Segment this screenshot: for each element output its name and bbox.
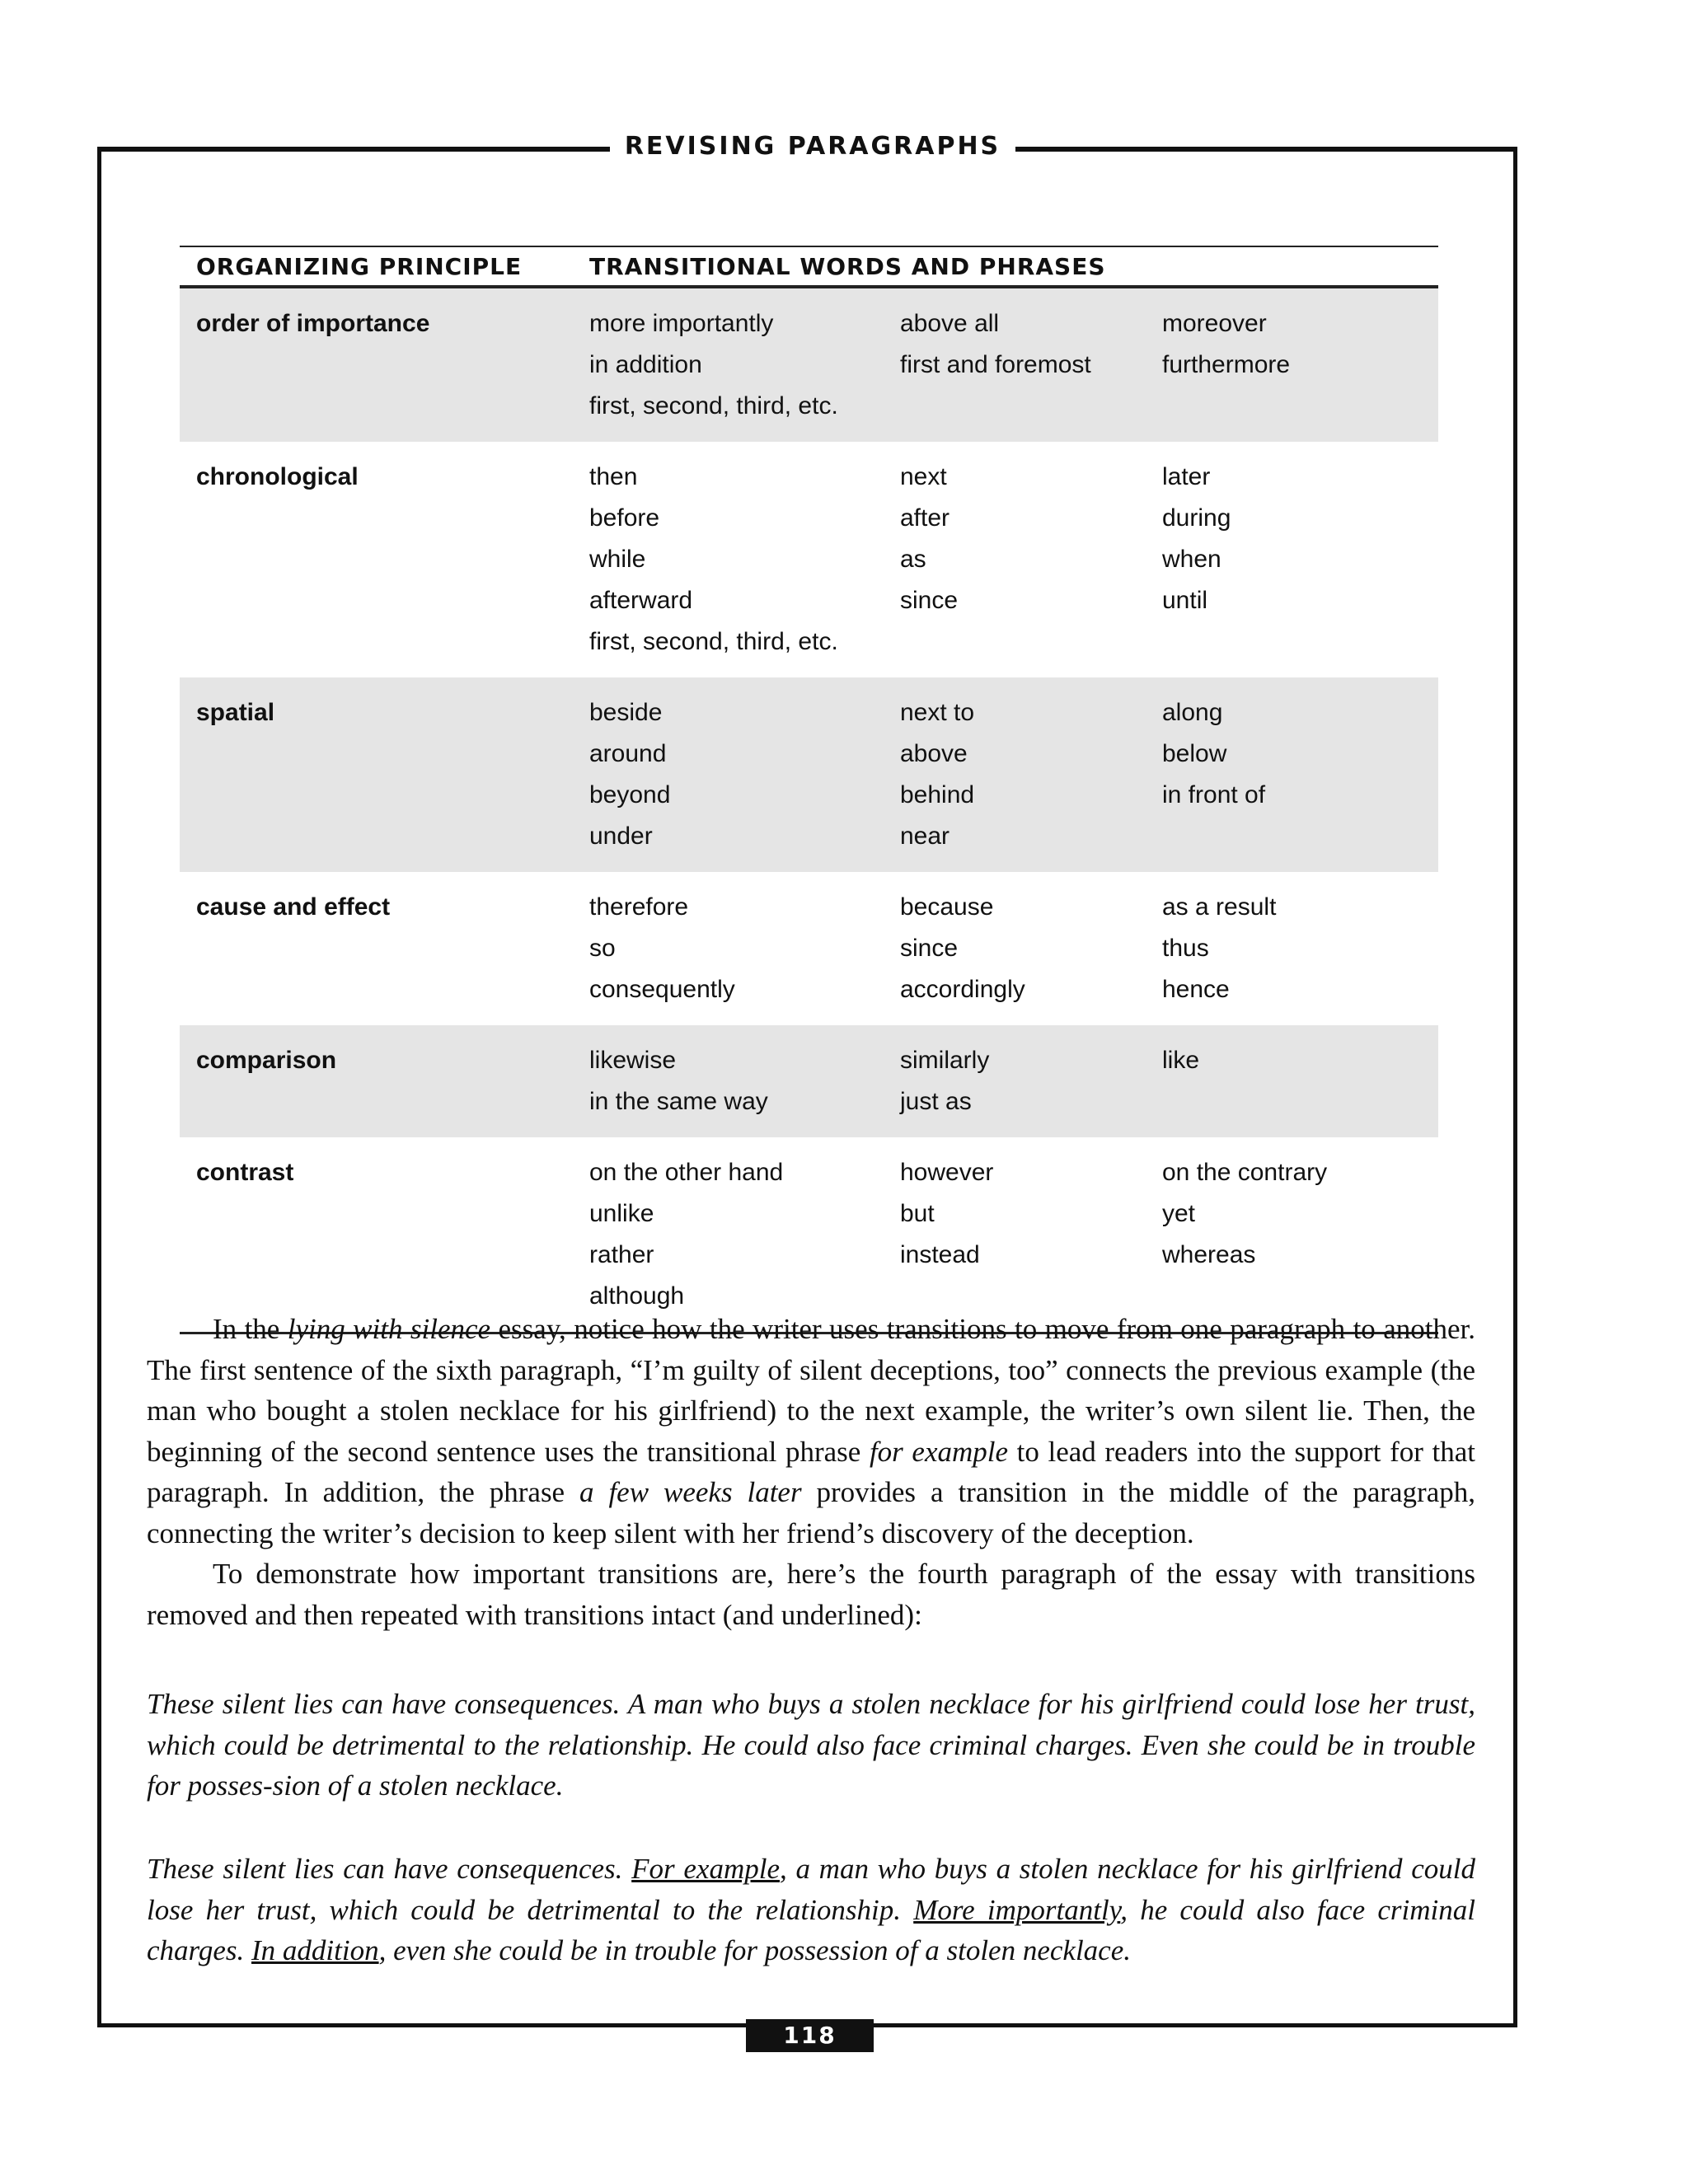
italic-title: lying with silence xyxy=(287,1313,491,1345)
row-words xyxy=(589,457,1438,663)
text-span: , even she could be in trouble for possession of a stolen necklace. xyxy=(378,1934,1131,1966)
transition-word: so xyxy=(589,935,616,962)
transition-word xyxy=(1162,621,1438,663)
paragraph-1 xyxy=(147,1309,1475,1554)
underlined-transition: For example xyxy=(631,1853,780,1885)
row-label: cause and effect xyxy=(196,893,391,921)
transition-word xyxy=(1162,816,1438,857)
page-number: 118 xyxy=(746,2019,874,2052)
transition-word: unlike xyxy=(589,1200,654,1227)
transition-word: since xyxy=(900,587,959,614)
row-words xyxy=(589,1040,1438,1122)
transition-word: while xyxy=(589,546,646,573)
transition-word: as xyxy=(900,546,926,573)
header-rule-right xyxy=(1015,147,1517,152)
transition-word: near xyxy=(900,823,950,850)
body-text xyxy=(147,1309,1475,1635)
example-without-transitions: These silent lies can have consequences. A man who buys a stolen necklace for his girlfriend could lose her trust, which could be detrimental to the relationship. He could also face criminal charges. Even she could be in trouble for posses-sion of a stolen necklace. xyxy=(147,1688,1475,1802)
transition-word: when xyxy=(1162,546,1221,573)
transition-word: around xyxy=(589,740,667,767)
table-body xyxy=(180,288,1438,1332)
transition-word: furthermore xyxy=(1162,351,1291,378)
transition-word xyxy=(1162,386,1438,427)
row-label: order of importance xyxy=(196,310,430,337)
transition-word: consequently xyxy=(589,976,735,1003)
transition-word: beside xyxy=(589,699,663,726)
transitions-table xyxy=(180,246,1438,1334)
transition-word: although xyxy=(589,1282,685,1310)
transition-word: in the same way xyxy=(589,1088,768,1115)
transition-word: accordingly xyxy=(900,976,1025,1003)
transition-word: until xyxy=(1162,587,1208,614)
transition-word: moreover xyxy=(1162,310,1267,337)
text-span: , a man who buys a stolen necklace for his girlfriend could lose her trust, which could be detrimental to the relationship. xyxy=(147,1853,1475,1926)
transition-word: rather xyxy=(589,1241,654,1268)
transition-word: first and foremost xyxy=(900,351,1091,378)
transition-word xyxy=(900,386,1162,427)
text-span: provides a transition in the middle of the paragraph, connecting the writer’s decision to keep silent with her friend’s discovery of the deception. xyxy=(147,1476,1475,1549)
transition-word: as a result xyxy=(1162,893,1277,921)
transition-word: therefore xyxy=(589,893,689,921)
transition-word: then xyxy=(589,463,638,490)
row-label: contrast xyxy=(196,1159,294,1186)
column-header-principle: ORGANIZING PRINCIPLE xyxy=(196,252,523,280)
transition-word: above xyxy=(900,740,968,767)
transition-word: next to xyxy=(900,699,975,726)
paragraph-2: To demonstrate how important transitions are, here’s the fourth paragraph of the essay with transitions removed and then repeated with transitions intact (and underlined): xyxy=(147,1558,1475,1631)
row-words xyxy=(589,303,1438,427)
transition-word: yet xyxy=(1162,1200,1196,1227)
table-row xyxy=(180,872,1438,1025)
transition-word: however xyxy=(900,1159,994,1186)
transition-word: just as xyxy=(900,1088,972,1115)
example-with-transitions xyxy=(147,1849,1475,1971)
transition-word: under xyxy=(589,823,653,850)
transition-word: later xyxy=(1162,463,1211,490)
table-row xyxy=(180,1025,1438,1137)
table-row xyxy=(180,288,1438,442)
transition-word: behind xyxy=(900,781,975,808)
column-header-words: TRANSITIONAL WORDS AND PHRASES xyxy=(589,252,1106,280)
transition-word: whereas xyxy=(1162,1241,1256,1268)
text-span: In the xyxy=(213,1313,288,1345)
transition-word: in front of xyxy=(1162,781,1266,808)
transition-word: after xyxy=(900,504,950,532)
italic-phrase: a few weeks later xyxy=(579,1476,802,1508)
running-header: REVISING PARAGRAPHS xyxy=(624,132,1001,161)
transition-word: before xyxy=(589,504,660,532)
transition-word: more importantly xyxy=(589,310,774,337)
transition-word: but xyxy=(900,1200,935,1227)
text-span: , he could also face criminal charges. xyxy=(147,1893,1475,1966)
transition-word: hence xyxy=(1162,976,1230,1003)
transition-word: above all xyxy=(900,310,1000,337)
table-row xyxy=(180,1137,1438,1332)
row-words xyxy=(589,887,1438,1010)
transition-word: thus xyxy=(1162,935,1209,962)
transition-word: next xyxy=(900,463,947,490)
transition-word: on the other hand xyxy=(589,1159,784,1186)
underlined-transition: More importantly xyxy=(913,1893,1121,1926)
underlined-transition: In addition xyxy=(251,1934,379,1966)
transition-word xyxy=(900,621,1162,663)
row-label: chronological xyxy=(196,463,359,490)
transition-word: along xyxy=(1162,699,1223,726)
text-span: essay, notice how the writer uses transitions to move from one paragraph to another. The first sentence of the sixth paragraph, “I’m guilty of silent deceptions, too” connects the previous example (the man who bought a stolen necklace for his girlfriend) to the next example, the writer’s own silent lie. Then, the beginning of the second sentence uses the transitional phrase xyxy=(147,1313,1475,1468)
text-span: These silent lies can have consequences. xyxy=(147,1853,632,1885)
transition-word: instead xyxy=(900,1241,980,1268)
table-row xyxy=(180,442,1438,677)
row-label: spatial xyxy=(196,699,275,726)
row-words xyxy=(589,692,1438,857)
transition-word xyxy=(1162,1081,1438,1122)
text-span: to lead readers into the support for that paragraph. In addition, the phrase xyxy=(147,1435,1476,1508)
transition-word: like xyxy=(1162,1047,1200,1074)
transition-word: since xyxy=(900,935,959,962)
row-label: comparison xyxy=(196,1047,337,1074)
transition-word: in addition xyxy=(589,351,702,378)
transition-word: during xyxy=(1162,504,1231,532)
header-rule-left xyxy=(97,147,610,152)
transition-word: likewise xyxy=(589,1047,677,1074)
transition-word: similarly xyxy=(900,1047,990,1074)
transition-word: because xyxy=(900,893,994,921)
transition-word: first, second, third, etc. xyxy=(589,392,838,419)
transition-word: below xyxy=(1162,740,1227,767)
row-words xyxy=(589,1152,1438,1317)
transition-word: beyond xyxy=(589,781,671,808)
table-row xyxy=(180,677,1438,872)
table-header-row xyxy=(180,247,1438,285)
transition-word: first, second, third, etc. xyxy=(589,628,838,655)
italic-phrase: for example xyxy=(869,1435,1009,1468)
transition-word: afterward xyxy=(589,587,693,614)
transition-word: on the contrary xyxy=(1162,1159,1328,1186)
